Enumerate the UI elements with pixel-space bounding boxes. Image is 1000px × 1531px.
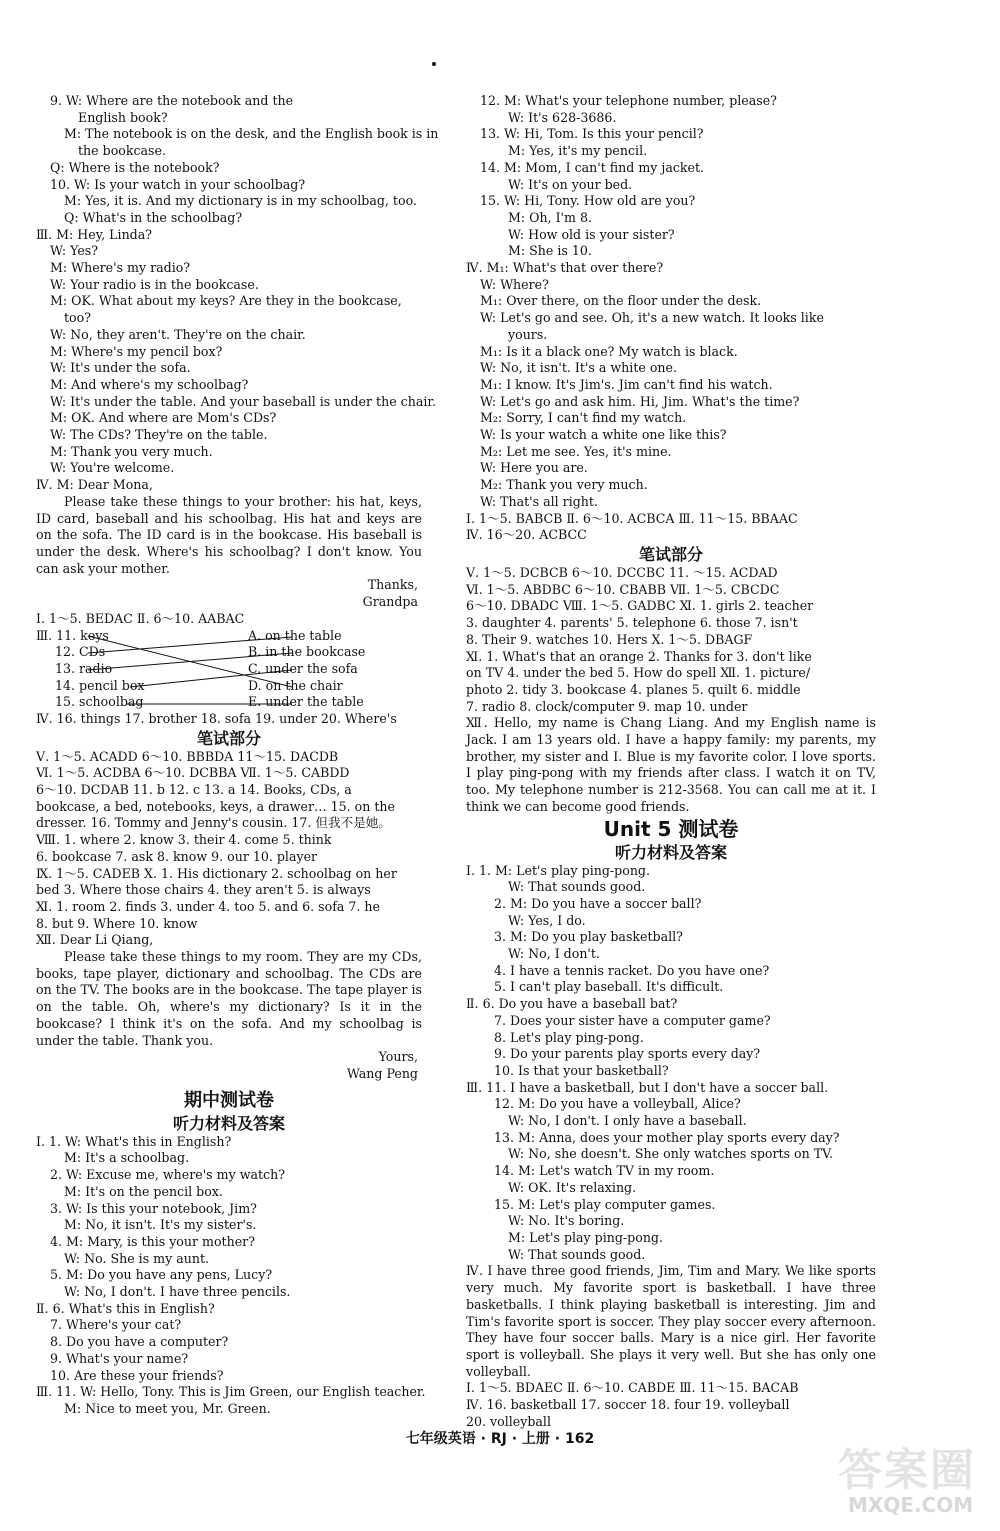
text-line: 4. M: Mary, is this your mother? (50, 1233, 255, 1249)
text-line: 7. Where's your cat? (50, 1317, 182, 1333)
match-option: B. in the bookcase (248, 644, 366, 660)
text-line: 12. M: Do you have a volleyball, Alice? (494, 1096, 741, 1112)
text-line: W: Here you are. (480, 460, 588, 476)
text-line: W: Let's go and see. Oh, it's a new watch. It looks like (480, 310, 824, 326)
letter-signature: Wang Peng (346, 1066, 418, 1081)
text-line: 15. M: Let's play computer games. (494, 1196, 716, 1212)
text-line: Ⅱ. 6. What's this in English? (36, 1300, 215, 1316)
text-line: 13. W: Hi, Tom. Is this your pencil? (480, 126, 704, 142)
text-line: 10. Is that your basketball? (494, 1062, 669, 1078)
text-line: 4. I have a tennis racket. Do you have one? (494, 962, 770, 978)
text-line: Ⅰ. 1. W: What's this in English? (36, 1133, 232, 1149)
watermark-logo (838, 1445, 988, 1523)
left-column (36, 93, 439, 1418)
match-option: D. on the chair (248, 677, 343, 693)
answer-line: bed 3. Where those chairs 4. they aren't 5. is always (36, 882, 371, 898)
match-item: Ⅲ. 11. keys (36, 627, 109, 643)
text-line: 3. W: Is this your notebook, Jim? (50, 1200, 257, 1216)
text-line: 9. Do your parents play sports every day? (494, 1046, 761, 1062)
match-option: E. under the table (248, 694, 364, 710)
answer-line: Ⅳ. 16. things 17. brother 18. sofa 19. under 20. Where's (36, 710, 397, 726)
page-footer: 七年级英语 · RJ · 上册 · 162 (405, 1431, 595, 1447)
answer-line: Ⅺ. 1. What's that an orange 2. Thanks for 3. don't like (466, 648, 812, 664)
text-line: W: It's under the sofa. (50, 360, 191, 376)
text-line: too? (64, 310, 91, 326)
text-line: M₁: Over there, on the floor under the desk. (480, 293, 762, 309)
text-line: 5. M: Do you have any pens, Lucy? (50, 1267, 273, 1283)
answer-line: 6～10. DCDAB 11. b 12. c 13. a 14. Books, CDs, a (36, 782, 352, 798)
answer-line: Ⅰ. 1～5. BEDAC Ⅱ. 6～10. AABAC (36, 610, 245, 626)
text-line: W: No, she doesn't. She only watches sports on TV. (508, 1146, 834, 1162)
match-row (36, 678, 422, 695)
letter-closing: Thanks, (367, 577, 418, 593)
answer-line: 7. radio 8. clock/computer 9. map 10. under (466, 698, 748, 714)
text-line: W: Yes, I do. (508, 912, 586, 928)
top-dot (432, 62, 436, 66)
text-line: M: Oh, I'm 8. (508, 209, 592, 225)
text-line: W: No. It's boring. (508, 1213, 625, 1229)
answer-line: Ⅰ. 1～5. BABCB Ⅱ. 6～10. ACBCA Ⅲ. 11～15. BBAAC (466, 510, 798, 526)
section-subtitle: 听力材料及答案 (614, 842, 727, 862)
text-line: W: The CDs? They're on the table. (50, 427, 268, 443)
text-line: W: Yes? (50, 243, 98, 259)
text-line: W: No. She is my aunt. (64, 1250, 210, 1266)
text-line: yours. (508, 326, 548, 342)
text-line: Q: What's in the schoolbag? (64, 209, 243, 225)
answer-line: on TV 4. under the bed 5. How do spell Ⅻ. 1. picture/ (466, 665, 811, 681)
text-line: M₂: Sorry, I can't find my watch. (480, 410, 687, 426)
answer-line: 6. bookcase 7. ask 8. know 9. our 10. player (36, 848, 318, 864)
section-title: Unit 5 测试卷 (603, 816, 739, 841)
answer-line: Ⅴ. 1～5. ACADD 6～10. BBBDA 11～15. DACDB (36, 748, 339, 764)
text-line: W: It's 628-3686. (508, 109, 617, 125)
text-line: Ⅱ. 6. Do you have a baseball bat? (466, 996, 678, 1012)
answer-line: 8. but 9. Where 10. know (36, 915, 198, 931)
text-line: W: It's under the table. And your baseball is under the chair. (50, 393, 437, 409)
text-line: 8. Let's play ping-pong. (494, 1029, 644, 1045)
watermark-url: MXQE.COM (848, 1493, 974, 1517)
text-line: W: Let's go and ask him. Hi, Jim. What's the time? (480, 393, 800, 409)
answer-line: Ⅳ. 16. basketball 17. soccer 18. four 19. volleyball (466, 1397, 790, 1413)
match-item: 13. radio (55, 660, 113, 676)
match-row (36, 644, 422, 661)
text-line: Q: Where is the notebook? (50, 159, 220, 175)
text-line: 2. M: Do you have a soccer ball? (494, 895, 702, 911)
text-line: 2. W: Excuse me, where's my watch? (50, 1167, 285, 1183)
answer-line: Ⅰ. 1～5. BDAEC Ⅱ. 6～10. CABDE Ⅲ. 11～15. BACAB (466, 1380, 799, 1396)
text-line: Ⅰ. 1. M: Let's play ping-pong. (466, 862, 650, 878)
right-column (466, 93, 876, 1430)
answer-line: 8. Their 9. watches 10. Hers Ⅹ. 1～5. DBAGF (466, 631, 753, 647)
text-line: 9. What's your name? (50, 1350, 189, 1366)
text-line: M: OK. What about my keys? Are they in the bookcase, (50, 293, 402, 309)
text-line: 3. M: Do you play basketball? (494, 929, 683, 945)
text-line: M: It's on the pencil box. (64, 1183, 223, 1199)
text-line: M₁: Is it a black one? My watch is black. (480, 343, 738, 359)
match-item: 15. schoolbag (55, 694, 144, 710)
text-line: 10. W: Is your watch in your schoolbag? (50, 176, 306, 192)
text-line: M: Yes, it's my pencil. (508, 143, 648, 159)
text-line: 12. M: What's your telephone number, please? (480, 93, 777, 108)
text-line: W: OK. It's relaxing. (508, 1179, 637, 1195)
text-line: W: That's all right. (480, 493, 598, 509)
text-line: W: You're welcome. (50, 460, 175, 476)
match-row (36, 694, 422, 711)
text-line: M: It's a schoolbag. (64, 1150, 190, 1166)
answer-line: Ⅷ. 1. where 2. know 3. their 4. come 5. think (36, 832, 332, 848)
text-line: 10. Are these your friends? (50, 1367, 224, 1383)
text-line: W: Where? (480, 276, 549, 292)
text-line: Ⅲ. 11. I have a basketball, but I don't have a soccer ball. (466, 1079, 829, 1095)
matching-exercise (36, 628, 422, 711)
answer-line: Ⅻ. Dear Li Qiang, (36, 932, 154, 948)
letter-paragraph: Please take these things to my room. They are my CDs, books, tape player, dictionary and schoolbag. The CDs are on the TV. The books are in the bookcase. The tape player is on the table. Oh, where's my dictionary? Is it in the bookcase? I think it's on the sofa. And my schoolbag is under the table. Thank you. (36, 949, 422, 1048)
text-line: W: No, they aren't. They're on the chair. (50, 326, 306, 342)
text-line: M: Nice to meet you, Mr. Green. (64, 1400, 271, 1416)
text-line: W: That sounds good. (508, 879, 646, 895)
text-line: W: It's on your bed. (508, 176, 633, 192)
text-line: W: No, I don't. I have three pencils. (64, 1284, 291, 1300)
text-line: 13. M: Anna, does your mother play sports every day? (494, 1129, 840, 1145)
text-line: M₂: Thank you very much. (480, 477, 648, 493)
match-item: 14. pencil box (55, 677, 145, 693)
text-line: W: No, I don't. I only have a baseball. (508, 1113, 747, 1129)
letter-paragraph: Please take these things to your brother: his hat, keys, ID card, baseball and his schoolbag. His hat and keys are on the sofa. The ID card is in the bookcase. His baseball is under the desk. Where's his schoolbag? I don't know. You can ask your mother. (36, 493, 422, 576)
text-line: the bookcase. (78, 143, 166, 159)
text-line: Ⅳ. M₁: What's that over there? (466, 260, 664, 276)
text-line: Ⅳ. M: Dear Mona, (36, 477, 153, 493)
text-line: W: That sounds good. (508, 1246, 646, 1262)
text-line: M: Thank you very much. (50, 443, 213, 459)
answer-line: Ⅵ. 1～5. ABDBC 6～10. CBABB Ⅶ. 1～5. CBCDC (466, 581, 780, 597)
text-line: 7. Does your sister have a computer game? (494, 1012, 771, 1028)
text-line: Ⅲ. 11. W: Hello, Tony. This is Jim Green, our English teacher. (36, 1384, 426, 1400)
essay-paragraph: Ⅻ. Hello, my name is Chang Liang. And my English name is Jack. I am 13 years old. I have a happy family: my parents, my brother, my sister and I. Blue is my favorite color. I love sports. I play ping-pong with my friends after class. I watch it on TV, too. My telephone number is 212-3568. You can call me at it. I think we can become good friends. (466, 715, 876, 814)
answer-line: Ⅵ. 1～5. ACDBA 6～10. DCBBA Ⅶ. 1～5. CABDD (36, 765, 350, 781)
section-heading: 笔试部分 (638, 544, 703, 564)
match-item: 12. CDs (55, 644, 106, 660)
letter-signature: Grandpa (362, 594, 418, 610)
text-line: M: The notebook is on the desk, and the English book is in (64, 126, 439, 142)
text-line: M: No, it isn't. It's my sister's. (64, 1217, 257, 1233)
match-row (36, 628, 422, 645)
answer-line: Ⅺ. 1. room 2. finds 3. under 4. too 5. and 6. sofa 7. he (36, 898, 380, 914)
answer-line: 20. volleyball (466, 1413, 551, 1429)
section-title: 期中测试卷 (184, 1089, 274, 1111)
text-line: English book? (78, 109, 168, 125)
match-row (36, 661, 422, 678)
text-line: M₂: Let me see. Yes, it's mine. (480, 443, 672, 459)
watermark-text: 答案圈 (838, 1445, 976, 1496)
passage-paragraph: Ⅳ. I have three good friends, Jim, Tim and Mary. We like sports very much. My favorite sport is basketball. I have three basketballs. I think playing basketball is interesting. Jim and Tim's favorite sport is soccer. They play soccer every afternoon. They have four soccer balls. Mary is a nice girl. Her favorite sport is volleyball. She plays it very well. But she has only one volleyball. (466, 1263, 876, 1379)
text-line: 5. I can't play baseball. It's difficult. (494, 979, 724, 995)
text-line: M: She is 10. (508, 243, 592, 259)
text-line: M: Let's play ping-pong. (508, 1230, 663, 1245)
answer-line: Ⅳ. 16～20. ACBCC (466, 527, 587, 543)
text-line: W: How old is your sister? (508, 226, 675, 242)
text-line: 15. W: Hi, Tony. How old are you? (480, 193, 696, 209)
text-line: M: OK. And where are Mom's CDs? (50, 410, 277, 426)
text-line: 8. Do you have a computer? (50, 1334, 229, 1350)
text-line: 14. M: Let's watch TV in my room. (494, 1163, 715, 1179)
text-line: M: Yes, it is. And my dictionary is in my schoolbag, too. (64, 193, 417, 209)
answer-line: Ⅴ. 1～5. DCBCB 6～10. DCCBC 11. ～15. ACDAD (466, 564, 778, 580)
answer-line: photo 2. tidy 3. bookcase 4. planes 5. quilt 6. middle (466, 681, 801, 697)
text-line: 9. W: Where are the notebook and the (50, 93, 294, 108)
answer-line: 3. daughter 4. parents' 5. telephone 6. those 7. isn't (466, 615, 798, 631)
text-line: M: And where's my schoolbag? (50, 376, 249, 392)
text-line: W: Your radio is in the bookcase. (50, 276, 259, 292)
match-option: C. under the sofa (248, 660, 358, 676)
letter-closing: Yours, (378, 1049, 418, 1065)
text-line: M: Where's my pencil box? (50, 343, 223, 359)
text-line: Ⅲ. M: Hey, Linda? (36, 226, 152, 242)
match-option: A. on the table (248, 627, 342, 643)
answer-line: bookcase, a bed, notebooks, keys, a drawer… 15. on the (36, 798, 395, 814)
answer-line: dresser. 16. Tommy and Jenny's cousin. 17. 但我不是她。 (36, 815, 391, 831)
text-line: W: Is your watch a white one like this? (480, 427, 727, 443)
text-line: W: No, I don't. (508, 946, 600, 962)
section-heading: 笔试部分 (196, 728, 261, 748)
answer-line: Ⅸ. 1～5. CADEB Ⅹ. 1. His dictionary 2. schoolbag on her (36, 865, 397, 881)
answer-line: 6～10. DBADC Ⅷ. 1～5. GADBC Ⅺ. 1. girls 2. teacher (466, 598, 814, 614)
text-line: M: Where's my radio? (50, 260, 191, 276)
text-line: W: No, it isn't. It's a white one. (480, 360, 677, 376)
text-line: 14. M: Mom, I can't find my jacket. (480, 159, 705, 175)
section-subtitle: 听力材料及答案 (172, 1113, 285, 1133)
text-line: M₁: I know. It's Jim's. Jim can't find his watch. (480, 376, 773, 392)
